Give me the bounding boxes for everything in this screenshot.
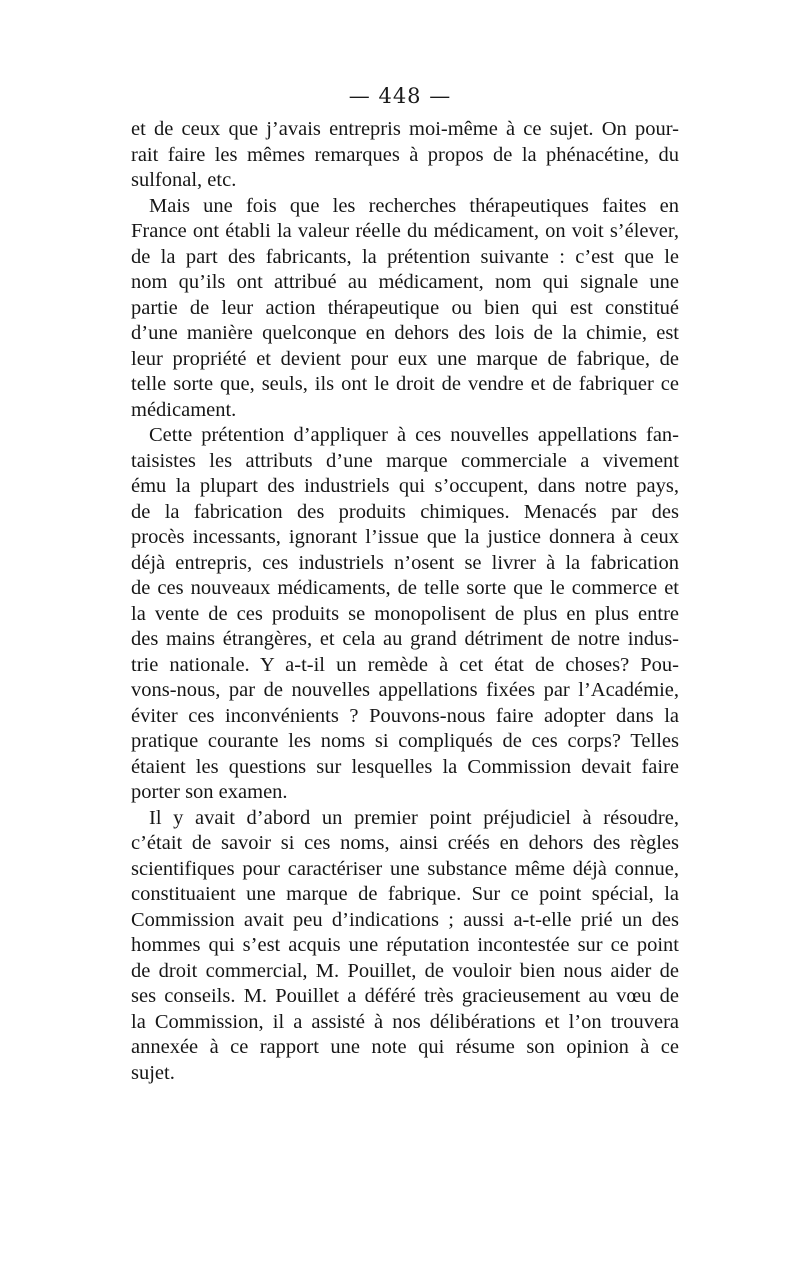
text-line: Il y avait d’abord un premier point préjudiciel à résoudre, <box>149 806 679 829</box>
text-line: de droit commercial, M. Pouillet, de vouloir bien nous aider de <box>131 959 679 982</box>
text-line: nom qu’ils ont attribué au médicament, nom qui signale une <box>131 271 679 293</box>
text-line: hommes qui s’est acquis une réputation incontestée sur ce point <box>131 934 679 956</box>
text-line: sujet. <box>131 1061 175 1084</box>
text-line: trie nationale. Y a-t-il un remède à cet état de choses? Pou- <box>131 653 679 676</box>
text-line: annexée à ce rapport une note qui résume son opinion à ce <box>131 1036 679 1058</box>
text-line: porter son examen. <box>131 781 288 803</box>
body-text <box>131 117 679 1086</box>
text-line: taisistes les attributs d’une marque commerciale a vivement <box>131 449 679 472</box>
text-line: Commission avait peu d’indications ; aussi a-t-elle prié un des <box>131 908 679 931</box>
text-line: sulfonal, etc. <box>131 169 237 191</box>
page-number: — 448 — <box>348 84 452 108</box>
text-line: vons-nous, par de nouvelles appellations fixées par l’Académie, <box>131 679 679 701</box>
text-line: scientifiques pour caractériser une substance même déjà connue, <box>131 857 679 880</box>
text-line: de la part des fabricants, la prétention suivante : c’est que le <box>131 245 679 268</box>
text-line: éviter ces inconvénients ? Pouvons-nous faire adopter dans la <box>131 704 679 727</box>
text-line: rait faire les mêmes remarques à propos de la phénacétine, du <box>131 143 679 166</box>
text-line: telle sorte que, seuls, ils ont le droit de vendre et de fabriquer ce <box>131 373 679 395</box>
text-line: déjà entrepris, ces industriels n’osent se livrer à la fabrication <box>131 551 679 574</box>
text-line: constituaient une marque de fabrique. Sur ce point spécial, la <box>131 883 679 905</box>
text-line: procès incessants, ignorant l’issue que la justice donnera à ceux <box>131 526 679 548</box>
text-line: c’était de savoir si ces noms, ainsi créés en dehors des règles <box>131 832 679 854</box>
text-line: la Commission, il a assisté à nos délibérations et l’on trouvera <box>131 1010 679 1033</box>
text-line: partie de leur action thérapeutique ou bien qui est constitué <box>131 296 679 319</box>
text-line: Cette prétention d’appliquer à ces nouvelles appellations fan- <box>149 424 679 446</box>
text-line: médicament. <box>131 398 237 421</box>
text-line: d’une manière quelconque en dehors des lois de la chimie, est <box>131 322 679 344</box>
text-line: étaient les questions sur lesquelles la Commission devait faire <box>131 755 679 778</box>
text-line: leur propriété et devient pour eux une marque de fabrique, de <box>131 347 679 370</box>
text-line: de la fabrication des produits chimiques. Menacés par des <box>131 500 679 523</box>
text-line: ému la plupart des industriels qui s’occupent, dans notre pays, <box>131 475 679 497</box>
text-line: ses conseils. M. Pouillet a déféré très gracieusement au vœu de <box>131 985 679 1007</box>
text-line: des mains étrangères, et cela au grand détriment de notre indus- <box>131 628 679 650</box>
text-line: France ont établi la valeur réelle du médicament, on voit s’élever, <box>131 220 679 242</box>
text-line: Mais une fois que les recherches thérapeutiques faites en <box>149 194 679 217</box>
text-line: pratique courante les noms si compliqués de ces corps? Telles <box>131 730 679 752</box>
text-line: de ces nouveaux médicaments, de telle sorte que le commerce et <box>131 577 679 599</box>
text-line: la vente de ces produits se monopolisent de plus en plus entre <box>131 602 679 625</box>
text-line: et de ceux que j’avais entrepris moi-même à ce sujet. On pour- <box>131 118 679 140</box>
